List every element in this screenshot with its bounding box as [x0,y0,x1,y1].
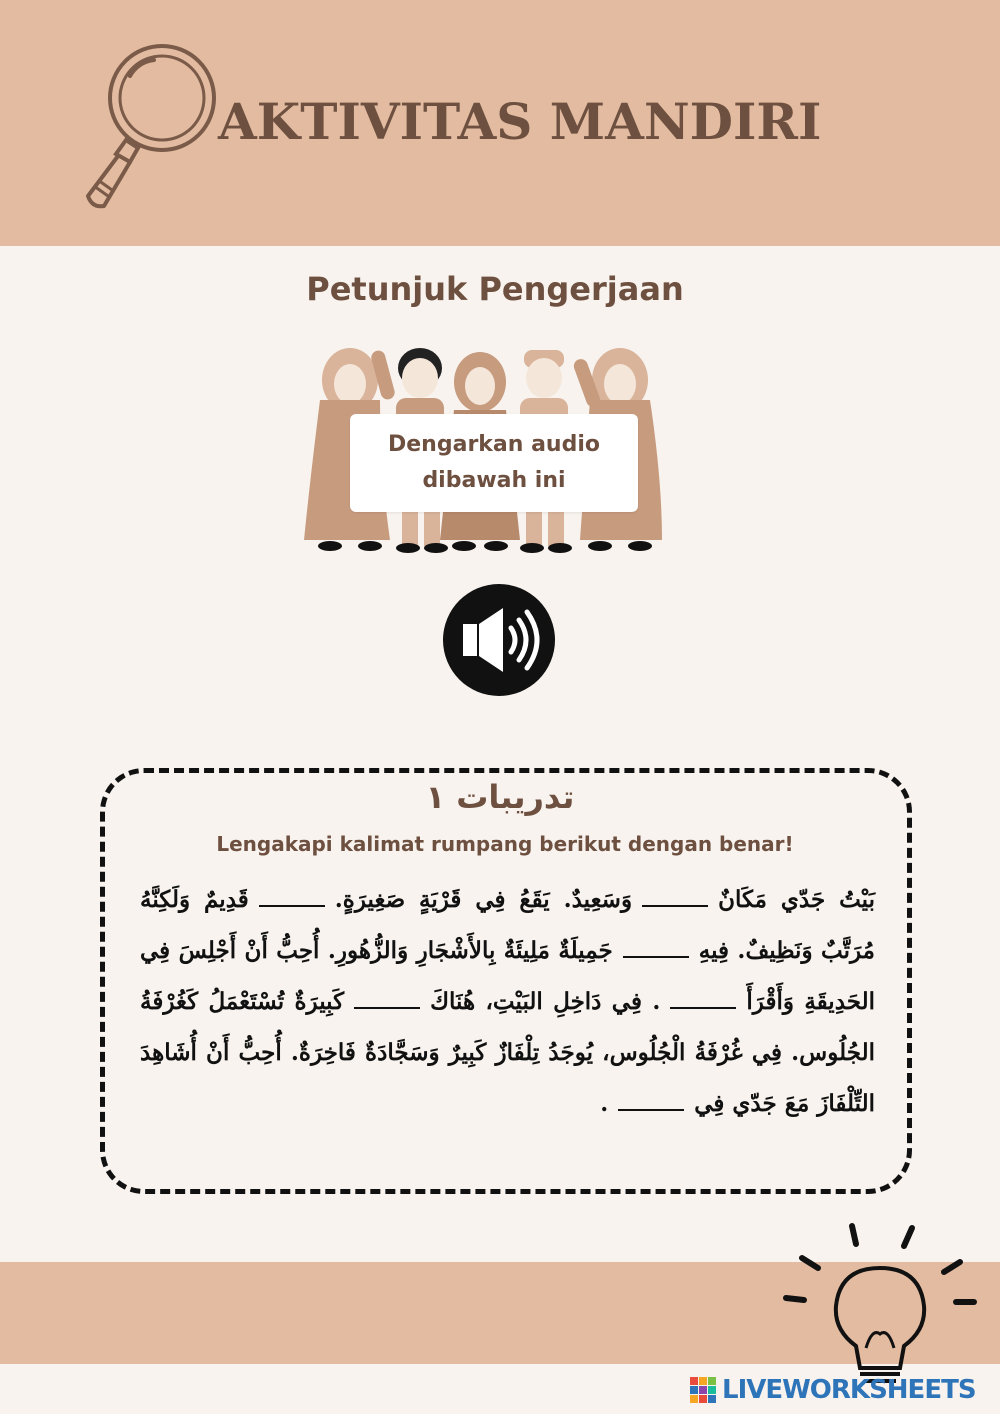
speaker-icon [443,584,555,696]
text-segment: وَسَعِيدٌ. يَقَعُ فِي قَرْيَةٍ صَغِيرَةٍ. [334,886,633,913]
brand-text: LIVEWORKSHEETS [722,1375,976,1405]
sign-line-2: dibawah ini [422,468,566,493]
sign-line-1: Dengarkan audio [388,432,600,457]
exercise-instruction: Lengakapi kalimat rumpang berikut dengan benar! [216,832,794,856]
magnifier-icon [78,36,228,216]
text-segment: . [600,1090,609,1117]
blank-input-1[interactable] [642,885,708,907]
instruction-sign [350,414,638,512]
blank-input-4[interactable] [670,987,736,1009]
liveworksheets-logo-icon [690,1377,716,1403]
blank-input-5[interactable] [354,987,420,1009]
lightbulb-icon [780,1218,980,1388]
exercise-text [140,874,875,1129]
blank-input-3[interactable] [623,936,689,958]
text-segment: كَبِيرَةٌ تُسْتَعْمَلُ كَغُرْفَةُ الجُلُوس. فِي غُرْفَةُ الْجُلُوس، يُوجَدُ تِلْفَازٌ كَبِيرٌ وَسَجَّادَةٌ فَاخِرَةٌ. أُحِبُّ أَنْ أُشَاهِدَ التِّلْفَازَ مَعَ جَدّي فِي [140,988,875,1117]
exercise-title: تدريبات ١ [425,778,575,816]
blank-input-2[interactable] [259,885,325,907]
text-segment: . فِي دَاخِلِ البَيْتِ، هُنَاكَ [430,988,661,1015]
text-segment: جَمِيلَةٌ مَلِيئَةٌ بِالأَشْجَارِ وَالزُّهُورِ. أُحِبُّ أَنْ أَجْلِسَ فِي الحَدِيقَةِ وَأَقْرَأَ [140,937,876,1015]
page-title: AKTIVITAS MANDIRI [218,92,822,151]
liveworksheets-brand [690,1370,976,1410]
audio-play-button[interactable] [443,584,555,696]
blank-input-6[interactable] [618,1089,684,1111]
instructions-heading: Petunjuk Pengerjaan [306,270,684,308]
text-segment: قَدِيمٌ وَلَكِنَّهُ مُرَتَّبٌ وَنَظِيفٌ. فِيهِ [140,886,875,964]
text-segment: بَيْتُ جَدّي مَكَانٌ [718,886,876,913]
